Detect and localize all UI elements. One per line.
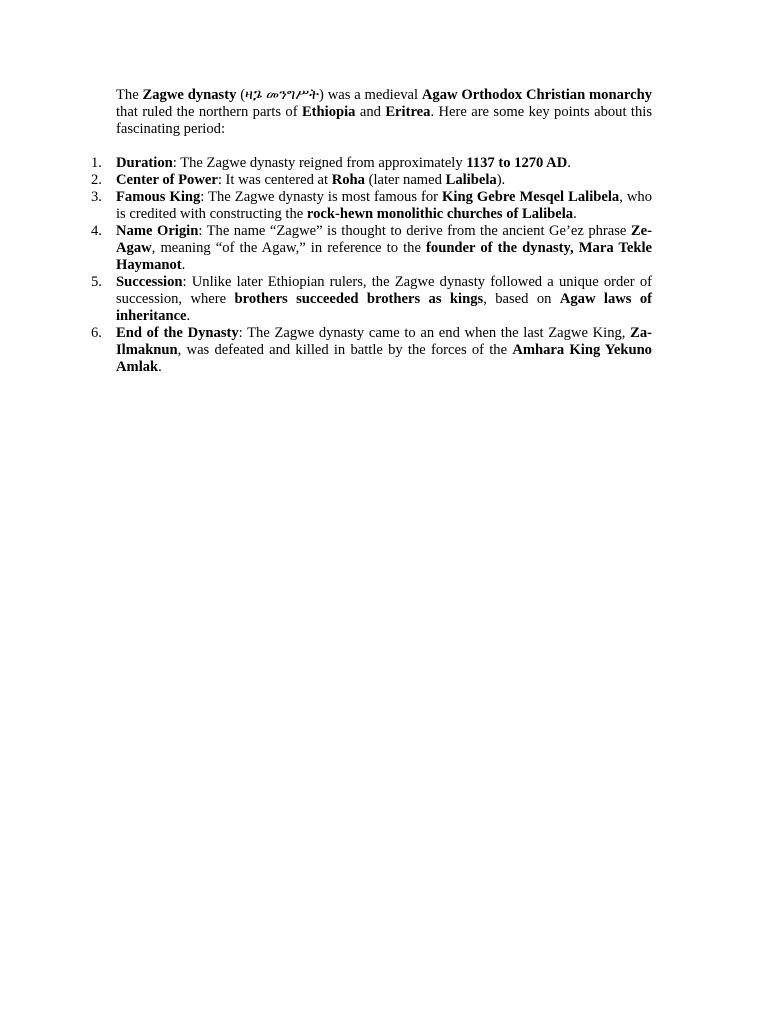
item-text: . bbox=[567, 155, 571, 171]
item-text: (later named bbox=[364, 172, 446, 188]
intro-text: . Here are some key points about this fascinating period: bbox=[116, 104, 652, 137]
intro-paragraph bbox=[116, 87, 652, 138]
item-bold: brothers succeeded brothers as kings bbox=[234, 291, 484, 307]
list-number: 3. bbox=[91, 189, 102, 205]
list-number: 2. bbox=[91, 172, 102, 188]
intro-bold: Eritrea bbox=[385, 104, 431, 120]
list-item-succession bbox=[91, 274, 653, 325]
item-text: , who is credited with constructing the bbox=[116, 189, 652, 222]
list-item-center-of-power bbox=[91, 172, 652, 189]
item-bold: founder of the dynasty, Mara Tekle Haymanot bbox=[116, 240, 652, 273]
item-label: Name Origin bbox=[116, 223, 199, 239]
intro-bold: Agaw Orthodox Christian monarchy bbox=[421, 87, 652, 103]
item-text: ). bbox=[496, 172, 506, 188]
item-text: . bbox=[181, 257, 186, 273]
item-bold: Amhara King Yekuno Amlak bbox=[116, 342, 652, 375]
item-bold: Za-Ilmaknun bbox=[116, 325, 652, 358]
list-item-name-origin bbox=[91, 223, 652, 274]
item-bold: Roha bbox=[331, 172, 365, 188]
item-text: , based on bbox=[483, 291, 560, 307]
document-page bbox=[91, 87, 653, 376]
item-text: : The Zagwe dynasty reigned from approximately bbox=[172, 155, 467, 171]
list-number: 6. bbox=[91, 325, 102, 341]
intro-bold: Zagwe dynasty bbox=[142, 87, 237, 103]
item-bold: Agaw laws of inheritance bbox=[116, 291, 653, 324]
item-bold: Lalibela bbox=[445, 172, 497, 188]
intro-text: The bbox=[116, 87, 143, 103]
item-text: : The Zagwe dynasty came to an end when the last Zagwe King, bbox=[238, 325, 631, 341]
intro-text: and bbox=[355, 104, 386, 120]
list-number: 5. bbox=[91, 274, 102, 290]
item-text: , was defeated and killed in battle by the forces of the bbox=[177, 342, 513, 358]
item-text: . bbox=[158, 359, 162, 375]
item-label: End of the Dynasty bbox=[116, 325, 239, 341]
item-bold: King Gebre Mesqel Lalibela bbox=[442, 189, 620, 205]
list-item-famous-king bbox=[91, 189, 652, 223]
item-label: Succession bbox=[116, 274, 183, 290]
intro-text: (ዛጔ መንግሥት) was a medieval bbox=[236, 87, 422, 103]
intro-text: that ruled the northern parts of bbox=[116, 104, 302, 120]
item-bold: rock-hewn monolithic churches of Lalibela bbox=[306, 206, 574, 222]
key-points-list bbox=[91, 155, 653, 376]
item-text: . bbox=[186, 308, 191, 324]
item-bold: 1137 to 1270 AD bbox=[466, 155, 568, 171]
item-text: , meaning “of the Agaw,” in reference to the bbox=[151, 240, 427, 256]
item-text: : The name “Zagwe” is thought to derive from the ancient Ge’ez phrase bbox=[198, 223, 631, 239]
list-number: 1. bbox=[91, 155, 102, 171]
item-label: Duration bbox=[116, 155, 173, 171]
list-item-duration bbox=[91, 155, 652, 172]
item-text: : It was centered at bbox=[217, 172, 332, 188]
item-text: : Unlike later Ethiopian rulers, the Zagwe dynasty followed a unique order of succession, where bbox=[116, 274, 652, 307]
item-bold: Ze-Agaw bbox=[116, 223, 652, 256]
intro-bold: Ethiopia bbox=[301, 104, 356, 120]
list-item-end-of-dynasty bbox=[91, 325, 652, 376]
item-text: : The Zagwe dynasty is most famous for bbox=[200, 189, 443, 205]
item-text: . bbox=[573, 206, 577, 222]
item-label: Center of Power bbox=[116, 172, 218, 188]
item-label: Famous King bbox=[116, 189, 201, 205]
list-number: 4. bbox=[91, 223, 102, 239]
